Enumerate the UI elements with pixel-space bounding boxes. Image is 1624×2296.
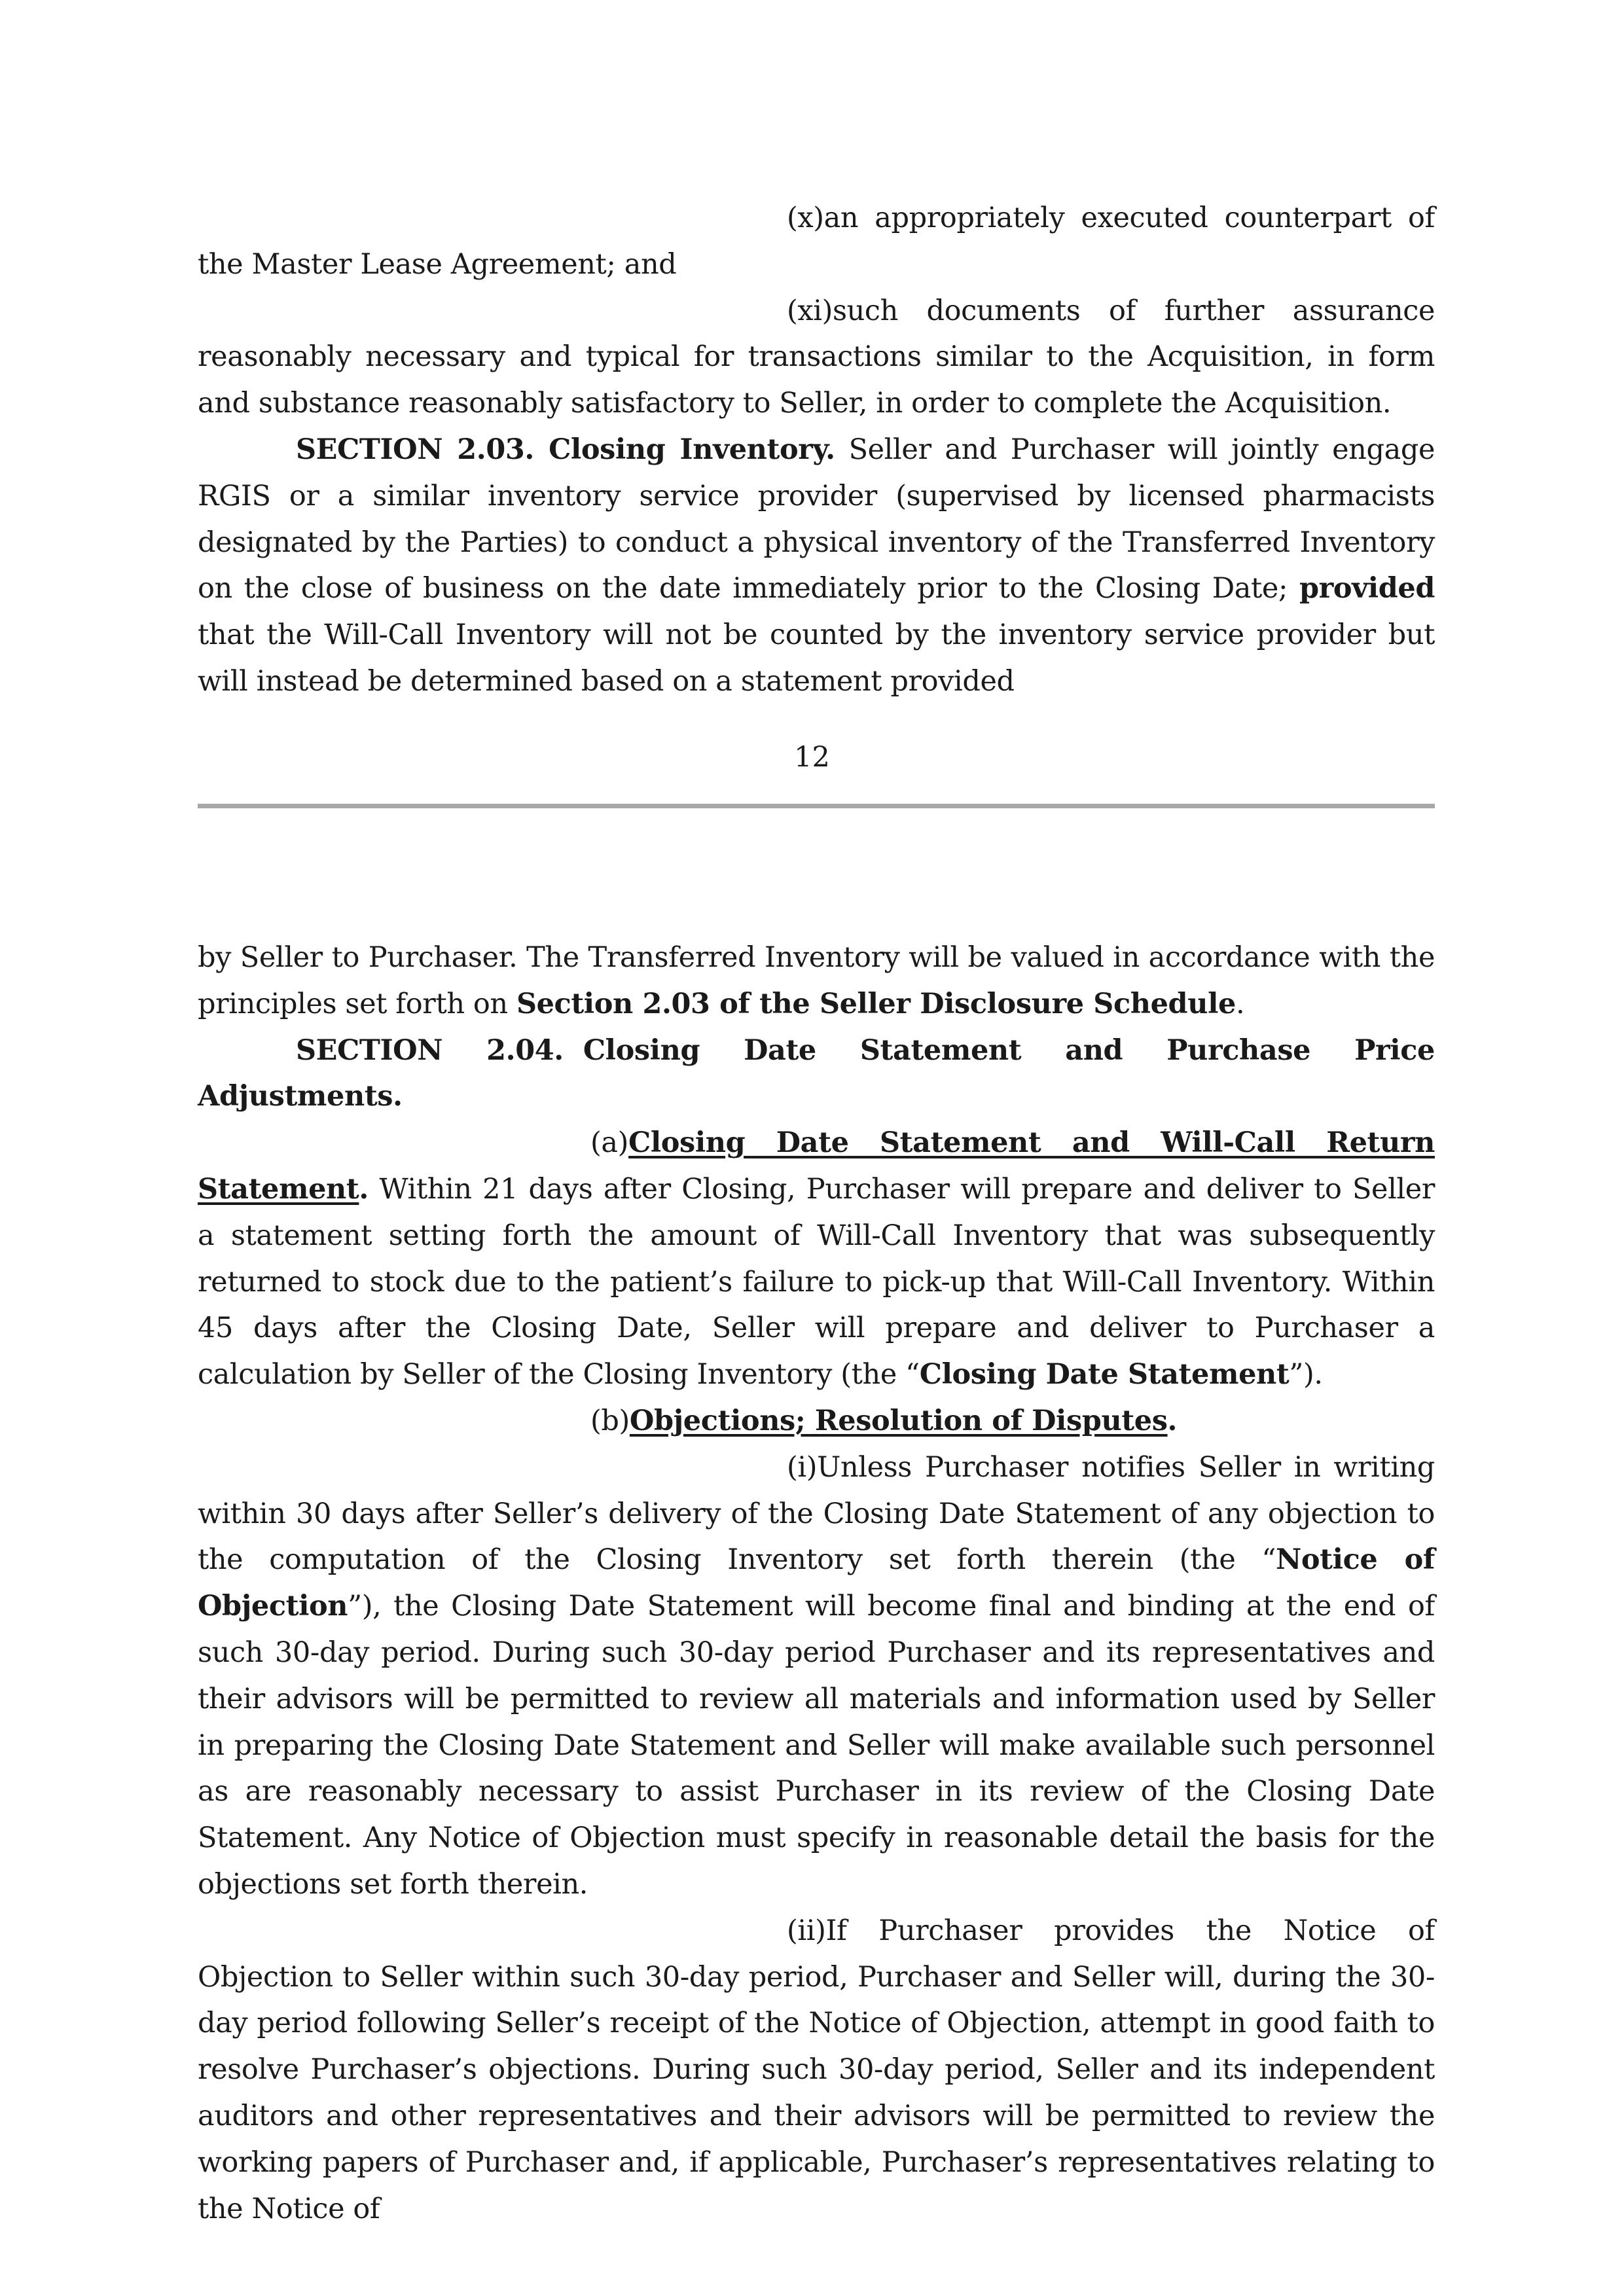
page-bottom-content bbox=[198, 935, 1435, 2232]
item-i-text-after: ”), the Closing Date Statement will become final and binding at the end of such 30-day period. During such 30-day period Purchaser and its representatives and their advisors will be permitted to review all materials and information used by Seller in preparing the Closing Date Statement and Seller will make available such personnel as are reasonably necessary to assist Purchaser in its review of the Closing Date Statement. Any Notice of Objection must specify in reasonable detail the basis for the objections set forth therein. bbox=[198, 1590, 1435, 1901]
item-x-paragraph bbox=[198, 195, 1435, 288]
item-x-marker: (x) bbox=[787, 202, 824, 234]
item-a-marker: (a) bbox=[590, 1126, 628, 1160]
item-i-marker: (i) bbox=[787, 1450, 818, 1484]
item-a-defined-term: Closing Date Statement bbox=[919, 1358, 1290, 1391]
section-2-03-provided: provided bbox=[1299, 572, 1435, 605]
section-2-04-title: Closing Date Statement and Purchase Price Adjustments. bbox=[198, 1033, 1435, 1113]
item-b-marker: (b) bbox=[590, 1404, 630, 1437]
item-xi-paragraph bbox=[198, 288, 1435, 427]
section-2-03-paragraph bbox=[198, 427, 1435, 705]
item-x-text: an appropriately executed counterpart of the Master Lease Agreement; and bbox=[198, 202, 1435, 281]
item-a-text-before: Within 21 days after Closing, Purchaser will prepare and deliver to Seller a statement setting forth the amount of Will-Call Inventory that was subsequently returned to stock due to the patient’s failure to pick-up that Will-Call Inventory. Within 45 days after the Closing Date, Seller will prepare and deliver to Purchaser a calculation by Seller of the Closing Inventory (the “ bbox=[198, 1172, 1435, 1391]
continuation-bold-ref: Section 2.03 of the Seller Disclosure Schedule bbox=[516, 987, 1236, 1020]
item-i-paragraph bbox=[198, 1444, 1435, 1908]
item-ii-marker: (ii) bbox=[787, 1914, 826, 1947]
continuation-paragraph bbox=[198, 935, 1435, 1028]
section-2-03-heading: SECTION 2.03. Closing Inventory. bbox=[296, 433, 835, 466]
item-b-heading-end: . bbox=[1167, 1404, 1178, 1437]
page-top-content bbox=[198, 195, 1435, 705]
section-2-04-heading bbox=[198, 1028, 1435, 1121]
item-a-text-after: ”). bbox=[1289, 1358, 1323, 1391]
item-b-heading: Objections; Resolution of Disputes bbox=[629, 1404, 1168, 1437]
item-xi-marker: (xi) bbox=[787, 294, 833, 327]
item-a-paragraph bbox=[198, 1120, 1435, 1398]
item-i-text-before: Unless Purchaser notifies Seller in writing within 30 days after Seller’s delivery of the Closing Date Statement of any objection to the computation of the Closing Inventory set forth therein (the “ bbox=[198, 1450, 1435, 1577]
item-xi-text: such documents of further assurance reasonably necessary and typical for transactions similar to the Acquisition, in form and substance reasonably satisfactory to Seller, in order to complete the Acquisition. bbox=[198, 294, 1435, 420]
item-a-heading-end: . bbox=[359, 1172, 369, 1206]
page-break-divider bbox=[198, 804, 1435, 808]
item-b-paragraph bbox=[198, 1398, 1435, 1444]
section-2-03-text-after: that the Will-Call Inventory will not be counted by the inventory service provider but will instead be determined based on a statement provided bbox=[198, 619, 1435, 698]
item-ii-text: If Purchaser provides the Notice of Objection to Seller within such 30-day period, Purchaser and Seller will, during the 30-day period following Seller’s receipt of the Notice of Objection, attempt in good faith to resolve Purchaser’s objections. During such 30-day period, Seller and its independent auditors and other representatives and their advisors will be permitted to review the working papers of Purchaser and, if applicable, Purchaser’s representatives relating to the Notice of bbox=[198, 1914, 1435, 2225]
item-a-heading: Closing Date Statement and Will-Call Return Statement bbox=[198, 1126, 1435, 1206]
continuation-text-before: by Seller to Purchaser. The Transferred Inventory will be valued in accordance with the principles set forth on bbox=[198, 941, 1435, 1020]
page-number: 12 bbox=[794, 741, 830, 774]
item-i-defined-term: Notice of Objection bbox=[198, 1543, 1435, 1623]
item-ii-paragraph bbox=[198, 1908, 1435, 2233]
section-2-04-number: SECTION 2.04. bbox=[296, 1033, 564, 1067]
section-2-03-text-before: Seller and Purchaser will jointly engage RGIS or a similar inventory service provider (supervised by licensed pharmacists designated by the Parties) to conduct a physical inventory of the Transferred Inventory on the close of business on the date immediately prior to the Closing Date; bbox=[198, 433, 1435, 605]
continuation-text-after: . bbox=[1235, 987, 1245, 1020]
